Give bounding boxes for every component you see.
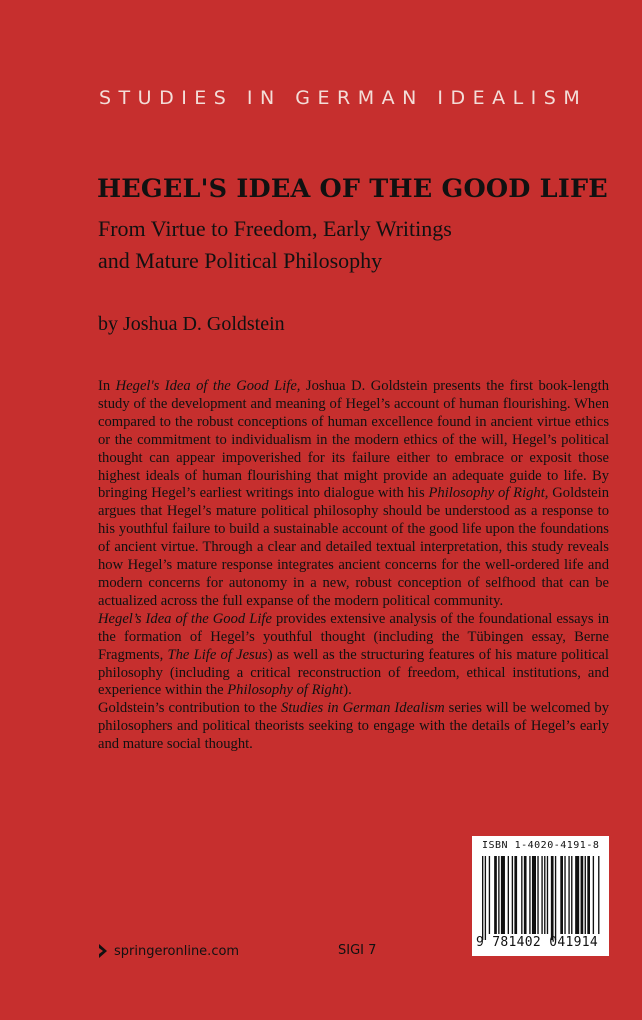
barcode-bar [537, 856, 538, 934]
barcode-bar [551, 856, 554, 940]
ean-left-digits: 781402 [492, 935, 542, 950]
barcode-bar [501, 856, 505, 934]
series-name: STUDIES IN GERMAN IDEALISM [99, 87, 588, 109]
barcode-bars [482, 856, 600, 942]
text-run: ) as well as the structuring features of his mature political philosophy (including a critical reconstruction of freedom, ethical institutions, and experience within the [98, 646, 609, 699]
barcode-bar [482, 856, 483, 940]
barcode-bar [571, 856, 572, 934]
italic-title-run: Philosophy of Right, [428, 485, 549, 502]
barcode-bar [575, 856, 579, 934]
barcode-bar [489, 856, 490, 934]
barcode-bar [544, 856, 545, 934]
ean-right-digits: 041914 [549, 935, 598, 950]
subtitle-line-2: and Mature Political Philosophy [98, 248, 383, 273]
barcode-bar [508, 856, 509, 934]
barcode-bar [514, 856, 517, 934]
ean-first-digit: 9 [476, 935, 485, 950]
text-run: Joshua D. Goldstein presents the first book-length study of the development and meaning of Hegel’s account of human flourishing. When compared to the robust conceptions of human excellence found in ancient virtue ethics or the commitment to individualism in the modern ethics of the will, Hegel’s political thought can appear impoverished for its failure either to embrace or exposit those highest ideals of human flourishing that might provide an adequate guide to life. By bringing Hegel’s earliest writings into dialogue with his [98, 378, 610, 502]
barcode-bar [512, 856, 513, 934]
italic-title-run: Studies in German Idealism [281, 700, 445, 717]
text-run: Goldstein argues that Hegel’s mature political philosophy should be understood as a response to his youthful failure to build a sustainable account of the good life upon the foundations of ancient virtue. Through a clear and detailed textual interpretation, this study reveals how Hegel’s mature response integrates ancient concerns for the well-ordered life and modern concerns for autonomy in a new, robust conception of selfhood that can be actualized across the full expanse of the modern political community. [98, 485, 609, 609]
italic-title-run: Hegel's Idea of the Good Life, [115, 378, 301, 394]
barcode-bar [555, 856, 556, 940]
book-title: HEGEL'S IDEA OF THE GOOD LIFE [97, 174, 608, 204]
barcode-bar [568, 856, 569, 934]
barcode [472, 836, 609, 956]
description-paragraph-3 [98, 700, 609, 754]
book-description [98, 378, 609, 754]
ean-number [476, 935, 598, 950]
barcode-bar [524, 856, 527, 934]
barcode-bar [521, 856, 522, 934]
barcode-bar [541, 856, 542, 934]
website-url: springeronline.com [114, 943, 240, 959]
series-code: SIGI 7 [338, 943, 377, 958]
barcode-bar [494, 856, 497, 934]
barcode-bar [532, 856, 536, 934]
barcode-bar [581, 856, 584, 934]
barcode-bar [585, 856, 586, 934]
chevron-right-icon [98, 943, 108, 959]
text-run: series will be welcomed by philosophers and political theorists seeking to engage with the details of Hegel’s early and mature social thought. [98, 700, 609, 753]
description-paragraph-1 [98, 378, 609, 611]
barcode-bar [560, 856, 563, 934]
barcode-bar [529, 856, 530, 934]
barcode-bar [598, 856, 599, 934]
publisher-website [98, 943, 239, 959]
text-run: ). [343, 682, 352, 699]
text-run: Goldstein’s contribution to the [98, 700, 282, 717]
italic-title-run: The Life of Jesus [167, 646, 268, 663]
barcode-bar [547, 856, 548, 934]
text-run: In [98, 378, 116, 394]
author-byline: by Joshua D. Goldstein [98, 313, 285, 335]
barcode-bar [498, 856, 499, 934]
italic-title-run: Hegel’s Idea of the Good Life [98, 610, 272, 627]
italic-title-run: Philosophy of Right [227, 682, 344, 699]
isbn-number: ISBN 1-4020-4191-8 [482, 840, 600, 851]
book-subtitle [98, 213, 452, 277]
text-run: provides extensive analysis of the foundational essays in the formation of Hegel’s youthful thought (including the Tübingen essay, Berne Fragments, [98, 610, 609, 663]
description-paragraph-2 [98, 611, 609, 701]
barcode-bar [587, 856, 590, 934]
barcode-bar [564, 856, 565, 934]
barcode-bar [593, 856, 594, 934]
subtitle-line-1: From Virtue to Freedom, Early Writings [98, 216, 452, 241]
barcode-bar [485, 856, 486, 940]
